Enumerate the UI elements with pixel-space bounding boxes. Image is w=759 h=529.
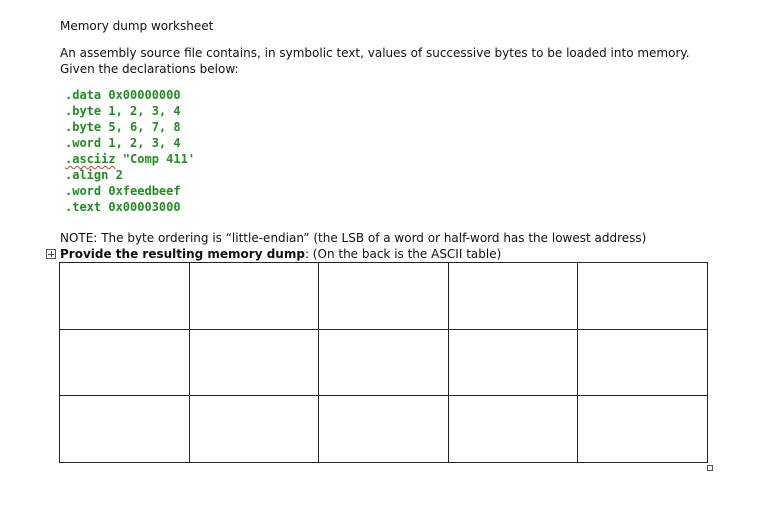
code-line: .align 2: [65, 168, 123, 182]
memory-cell[interactable]: [189, 329, 319, 396]
code-line-rest: "Comp 411': [115, 152, 196, 166]
code-line: .text 0x00003000: [65, 200, 181, 214]
memory-cell[interactable]: [578, 263, 708, 330]
table-row: [60, 263, 708, 330]
intro-line-2: Given the declarations below:: [60, 62, 239, 76]
intro-paragraph: [60, 45, 690, 77]
table-move-handle-icon[interactable]: [46, 249, 56, 259]
memory-cell[interactable]: [448, 396, 578, 463]
document-title: Memory dump worksheet: [60, 19, 214, 33]
table-resize-handle-icon[interactable]: [707, 465, 713, 471]
table-row: [60, 329, 708, 396]
memory-cell[interactable]: [319, 263, 449, 330]
memory-cell[interactable]: [60, 329, 190, 396]
memory-cell[interactable]: [578, 329, 708, 396]
memory-cell[interactable]: [60, 263, 190, 330]
spellcheck-flagged-word: .asciiz: [65, 152, 116, 166]
endianness-note: NOTE: The byte ordering is “little-endian” (the LSB of a word or half-word has the lowest address): [60, 231, 647, 245]
code-block: [65, 87, 195, 215]
memory-cell[interactable]: [448, 263, 578, 330]
memory-cell[interactable]: [189, 396, 319, 463]
memory-dump-table: [59, 262, 708, 463]
code-line: .word 1, 2, 3, 4: [65, 136, 181, 150]
memory-cell[interactable]: [319, 396, 449, 463]
code-line: .word 0xfeedbeef: [65, 184, 181, 198]
code-line: .byte 5, 6, 7, 8: [65, 120, 181, 134]
instruction-line: [60, 247, 501, 261]
instruction-rest: : (On the back is the ASCII table): [304, 247, 502, 261]
memory-cell[interactable]: [60, 396, 190, 463]
memory-cell[interactable]: [189, 263, 319, 330]
memory-cell[interactable]: [319, 329, 449, 396]
table-row: [60, 396, 708, 463]
instruction-bold: Provide the resulting memory dump: [60, 247, 305, 261]
code-line: .data 0x00000000: [65, 88, 181, 102]
memory-cell[interactable]: [448, 329, 578, 396]
code-line: [65, 151, 195, 167]
memory-cell[interactable]: [578, 396, 708, 463]
code-line: .byte 1, 2, 3, 4: [65, 104, 181, 118]
intro-line-1: An assembly source file contains, in symbolic text, values of successive bytes to be loaded into memory.: [60, 46, 690, 60]
